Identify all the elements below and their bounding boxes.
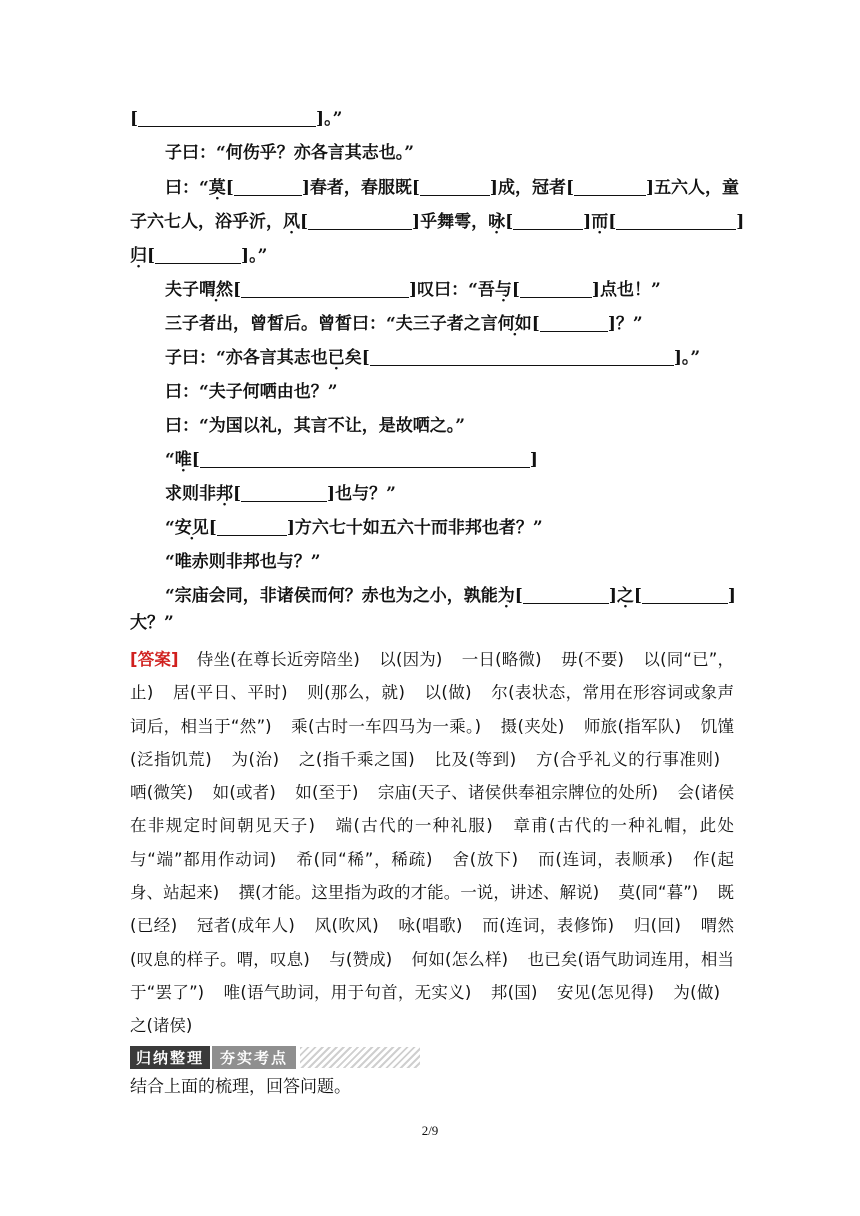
line-16: 大？”: [130, 613, 174, 633]
line-11: “唯[ ]: [165, 450, 538, 470]
line-14: “唯赤则非邦也与？”: [165, 552, 321, 572]
answer-item: 以(因为): [379, 650, 443, 669]
answer-items: [130, 650, 734, 1035]
banner-stripes: [300, 1047, 420, 1068]
answer-item: 一日(略微): [461, 650, 542, 669]
answer-item: 如(或者): [212, 783, 276, 803]
answer-item: 居(平日、平时): [172, 683, 288, 703]
answer-item: 摄(夹处): [500, 716, 565, 736]
answer-item: 归(回): [633, 916, 681, 936]
answer-item: 尔(表状态，常用在形容词或象声词后，相当于“然”): [130, 683, 735, 736]
page-number: 2/9: [421, 1123, 439, 1138]
section-banner: [130, 1046, 420, 1068]
answer-item: 希(同“稀”，稀疏): [296, 849, 433, 869]
line-12: 求则非邦[ ]也与？”: [165, 484, 396, 504]
answer-item: 咏(唱歌): [398, 916, 463, 936]
closing-text: 结合上面的梳理，回答问题。: [130, 1077, 351, 1097]
answer-item: 毋(不要): [560, 650, 624, 669]
answer-item: 与(赞成): [329, 949, 393, 969]
answer-item: 比及(等到): [434, 749, 517, 769]
answer-item: 以(同“已”，止): [130, 650, 734, 703]
answer-item: 风(吹风): [314, 916, 379, 936]
line-5: 归[ ]。”: [130, 246, 268, 266]
dotted-word: 莫: [208, 178, 226, 198]
line-7: 三子者出，曾皙后。曾皙曰：“夫三子者之言何如[ ]？”: [165, 314, 643, 334]
answer-item: 而(连词，表顺承): [538, 849, 673, 869]
answer-item: 乘(古时一车四马为一乘。): [291, 716, 482, 736]
line-2: 子曰：“何伤乎？亦各言其志也。”: [165, 143, 415, 163]
banner-left: 归纳整理: [130, 1046, 210, 1069]
answer-item: 也已矣(语气助词连用，相当于“罢了”): [130, 949, 734, 1002]
answer-item: 宗庙(天子、诸侯供奉祖宗牌位的处所): [377, 783, 659, 803]
answer-item: 作(起身、站起来): [130, 849, 734, 903]
answer-item: 邦(国): [490, 982, 538, 1002]
answer-item: 之(指千乘之国): [298, 749, 415, 769]
banner-right: 夯实考点: [212, 1046, 296, 1069]
answer-item: 师旅(指军队): [583, 716, 682, 736]
answer-item: 如(至于): [295, 783, 359, 803]
answer-block: [130, 643, 734, 1043]
line-9: 曰：“夫子何哂由也？”: [165, 382, 338, 402]
answer-item: 饥馑(泛指饥荒): [130, 716, 735, 769]
answer-item: 为(做): [673, 982, 721, 1002]
answer-item: 侍坐(在尊长近旁陪坐): [196, 650, 360, 669]
answer-item: 方(合乎礼义的行事准则): [536, 749, 721, 769]
answer-item: 之(诸侯): [130, 1016, 193, 1036]
answer-item: 哂(微笑): [130, 783, 194, 803]
answer-item: 何如(怎么样): [411, 949, 509, 969]
answer-item: 而(连词，表修饰): [482, 916, 615, 936]
answer-item: 以(做): [424, 683, 472, 703]
line-6: 夫子喟然[ ]叹曰：“吾与[ ]点也！”: [165, 280, 661, 300]
answer-item: 为(治): [231, 749, 280, 769]
answer-item: 冠者(成年人): [196, 916, 295, 936]
answer-item: 端(古代的一种礼服): [335, 816, 493, 836]
line-1: [ ]。”: [130, 109, 343, 129]
answer-item: 安见(怎见得): [556, 982, 654, 1002]
answer-item: 章甫(古代的一种礼帽，此处与“端”都用作动词): [130, 816, 735, 869]
answer-item: 唯(语气助词，用于句首，无实义): [223, 982, 472, 1002]
answer-item: 莫(同“暮”): [618, 883, 699, 903]
line-10: 曰：“为国以礼，其言不让，是故哂之。”: [165, 416, 466, 436]
answer-item: 喟然(叹息的样子。喟，叹息): [130, 916, 735, 969]
line-13: “安见[ ]方六七十如五六十而非邦也者？”: [165, 518, 543, 538]
answer-tag: [答案]: [130, 650, 179, 669]
line-15: “宗庙会同，非诸侯而何？赤也为之小，孰能为[ ]之[ ]: [165, 586, 736, 606]
line-4: 子六七人，浴乎沂，风[ ]乎舞雩，咏[ ]而[ ]: [130, 212, 745, 232]
answer-item: 会(诸侯在非规定时间朝见天子): [130, 783, 735, 836]
line-8: 子曰：“亦各言其志也已矣[ ]。”: [165, 348, 701, 368]
answer-item: 既(已经): [130, 883, 735, 936]
answer-item: 撰(才能。这里指为政的才能。一说，讲述、解说): [238, 883, 600, 903]
line-3: 曰：“莫[ ]春者，春服既[ ]成，冠者[ ]五六人，童: [165, 178, 740, 198]
answer-item: 则(那么，就): [307, 683, 405, 703]
answer-item: 舍(放下): [452, 849, 519, 869]
